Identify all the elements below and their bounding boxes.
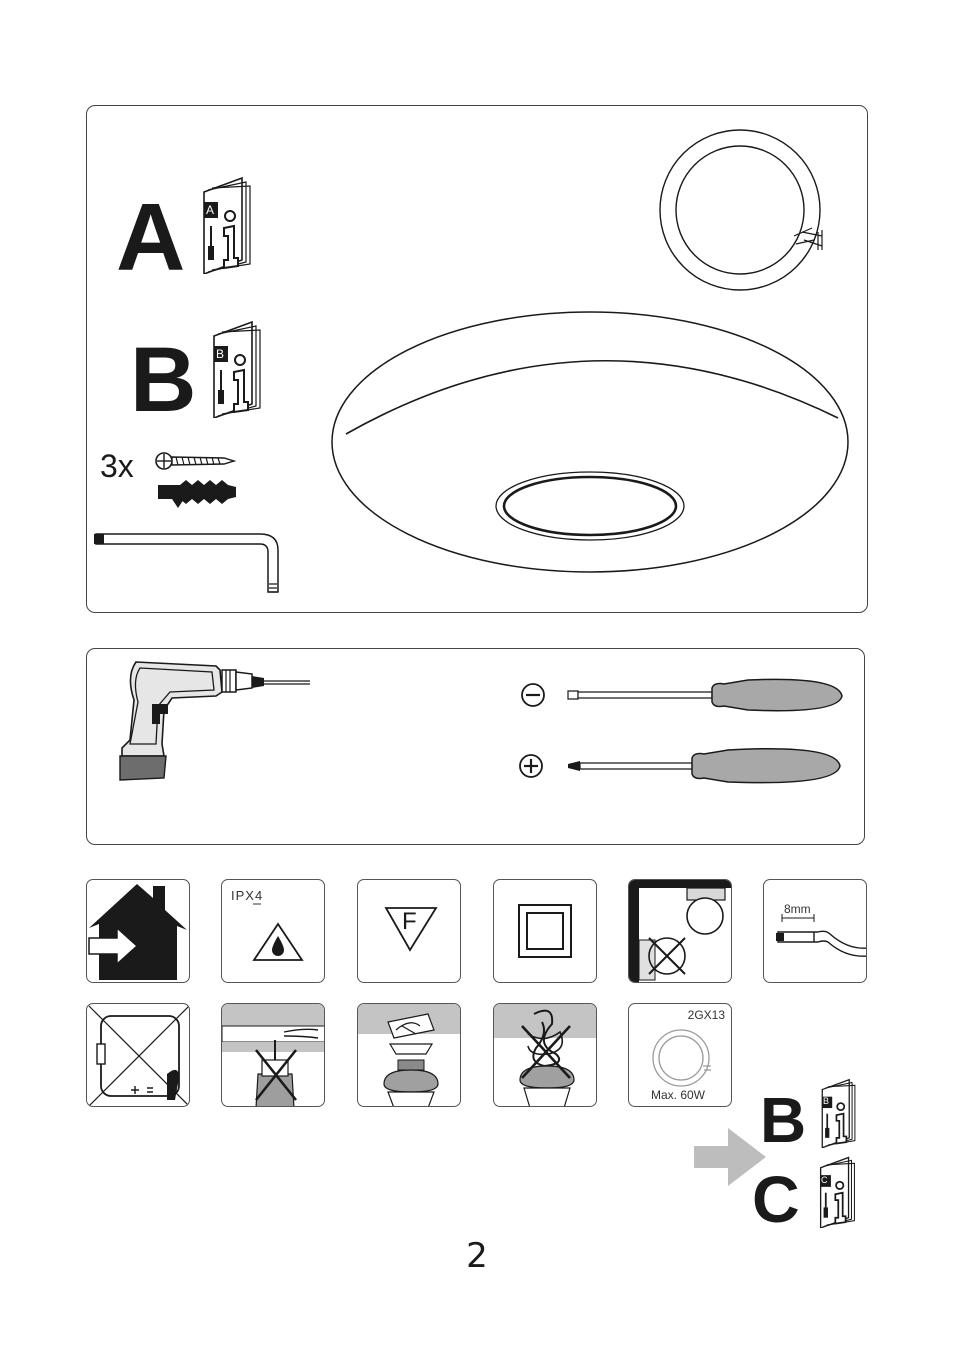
- f-mark-symbol: [357, 879, 461, 983]
- next-step-c-tab-label: C: [821, 1175, 828, 1185]
- screw-count-label: 3x: [100, 448, 134, 484]
- tangled-wires-crossed-icon: [494, 1004, 597, 1107]
- ipx-rating-label: IPX4: [231, 888, 264, 903]
- ceiling-lamp-shade-icon: [328, 306, 852, 582]
- bulb-corner-crossed-icon: [629, 880, 732, 983]
- strip-length-symbol: [763, 879, 867, 983]
- manual-b-booklet-icon: [208, 320, 270, 418]
- drill-cable-crossed-icon: [222, 1004, 325, 1107]
- manual-a-tab-label: A: [206, 203, 215, 217]
- page-number: 2: [466, 1236, 488, 1276]
- stripped-wire-icon: [764, 880, 867, 983]
- manual-a-booklet-icon: [198, 176, 260, 274]
- f-mark-label: F: [402, 908, 417, 935]
- next-step-b-tab-label: B: [823, 1096, 830, 1106]
- indoor-use-symbol: [86, 879, 190, 983]
- next-step-b-booklet-icon: [818, 1078, 862, 1148]
- wall-plug-icon: [156, 476, 240, 510]
- ipx4-symbol: [221, 879, 325, 983]
- phillips-screwdriver-icon: [518, 744, 848, 790]
- manual-b-letter: B: [130, 329, 197, 431]
- no-corner-mounting-symbol: [628, 879, 732, 983]
- bulb-spec-symbol: [628, 1003, 732, 1107]
- next-step-b-letter: B: [760, 1084, 807, 1156]
- water-drop-triangle-icon: [222, 880, 325, 983]
- allen-key-icon: [92, 528, 288, 598]
- bulb-base-label: 2GX13: [687, 1008, 725, 1022]
- mounting-ceiling-symbol: [357, 1003, 461, 1107]
- class-ii-symbol: [493, 879, 597, 983]
- strip-length-label: 8mm: [784, 902, 811, 916]
- next-step-c-booklet-icon: [816, 1156, 862, 1228]
- no-drilling-into-cables-symbol: [221, 1003, 325, 1107]
- screw-icon: [154, 448, 238, 474]
- manual-b-tab-label: B: [216, 347, 225, 361]
- manual-a-letter: A: [116, 184, 186, 291]
- switch-plug-crossed-icon: [87, 1004, 190, 1107]
- flat-screwdriver-icon: [518, 674, 848, 718]
- bulb-max-label: Max. 60W: [651, 1088, 706, 1102]
- ceiling-box-mount-icon: [358, 1004, 461, 1107]
- double-square-icon: [494, 880, 597, 983]
- no-tangled-wires-symbol: [493, 1003, 597, 1107]
- power-drill-icon: [112, 656, 316, 784]
- circular-fluorescent-tube-icon: [646, 128, 850, 294]
- next-step-c-letter: C: [752, 1162, 800, 1236]
- disconnect-power-symbol: [86, 1003, 190, 1107]
- house-arrow-icon: [87, 880, 190, 983]
